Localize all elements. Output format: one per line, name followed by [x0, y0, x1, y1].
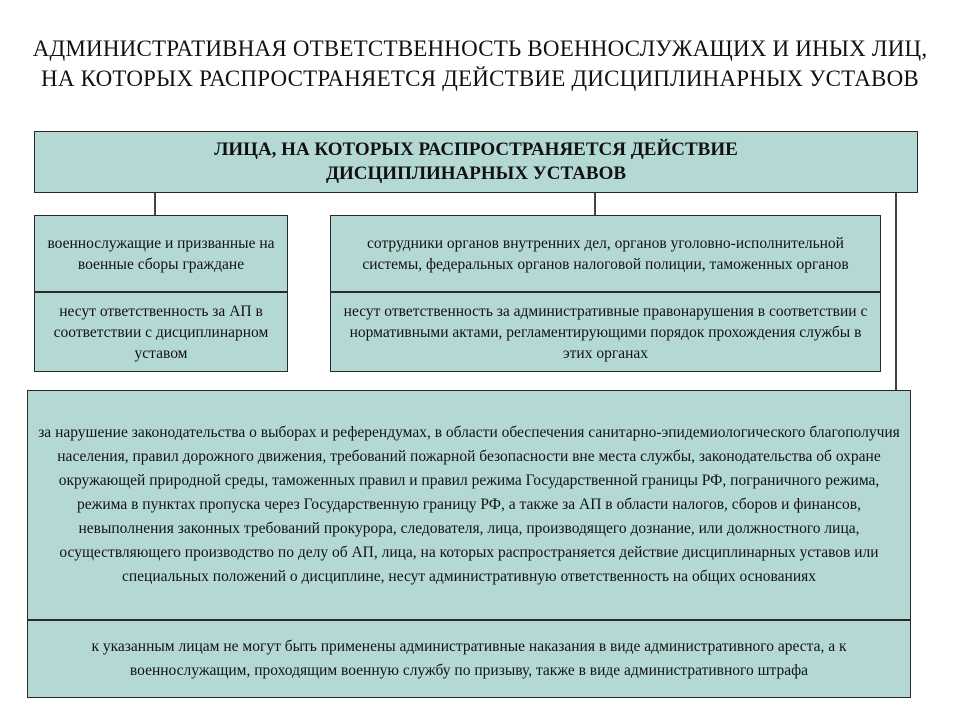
officers-box: [330, 215, 881, 292]
connector-general: [895, 193, 897, 390]
connector-left: [154, 193, 156, 215]
connector-right: [594, 193, 596, 215]
header-box: [34, 131, 918, 193]
officers-text: сотрудники органов внутренних дел, органов уголовно-исполнительной системы, федеральных органов налоговой полиции, таможенных органов: [362, 234, 849, 273]
servicemen-liability-text: несут ответственность за АП в соответствии с дисциплинарном уставом: [53, 302, 269, 362]
servicemen-box: [34, 215, 288, 292]
page-title: АДМИНИСТРАТИВНАЯ ОТВЕТСТВЕННОСТЬ ВОЕННОСЛУЖАЩИХ И ИНЫХ ЛИЦ, НА КОТОРЫХ РАСПРОСТРАНЯЕТСЯ ДЕЙСТВИЕ ДИСЦИПЛИНАРНЫХ УСТАВОВ: [32, 36, 928, 91]
officers-liability-box: [330, 292, 881, 372]
restriction-text: к указанным лицам не могут быть применены административные наказания в виде административного ареста, а к военнослужащим, проходящим военную службу по призыву, также в виде административного штрафа: [91, 638, 847, 679]
servicemen-liability-box: [34, 292, 288, 372]
general-liability-box: [27, 390, 911, 620]
servicemen-text: военнослужащие и призванные на военные сборы граждане: [47, 234, 275, 273]
restriction-box: [27, 620, 911, 698]
officers-liability-text: несут ответственность за административные правонарушения в соответствии с нормативными актами, регламентирующими порядок прохождения службы в этих органах: [343, 302, 868, 362]
header-text: ЛИЦА, НА КОТОРЫХ РАСПРОСТРАНЯЕТСЯ ДЕЙСТВИЕ ДИСЦИПЛИНАРНЫХ УСТАВОВ: [214, 139, 738, 184]
general-liability-text: за нарушение законодательства о выборах и референдумах, в области обеспечения санитарно-эпидемиологического благополучия населения, правил дорожного движения, требований пожарной безопасности вне места службы, законодательства об охране окружающей природной среды, таможенных правил и правил режима Государственной границы РФ, пограничного режима, режима в пунктах пропуска через Государственную границу РФ, а также за АП в области налогов, сборов и финансов, невыполнения законных требований прокурора, следователя, лица, производящего дознание, или должностного лица, осуществляющего производство по делу об АП, лица, на которых распространяется действие дисциплинарных уставов или специальных положений о дисциплине, несут административную ответственность на общих основаниях: [38, 424, 900, 585]
